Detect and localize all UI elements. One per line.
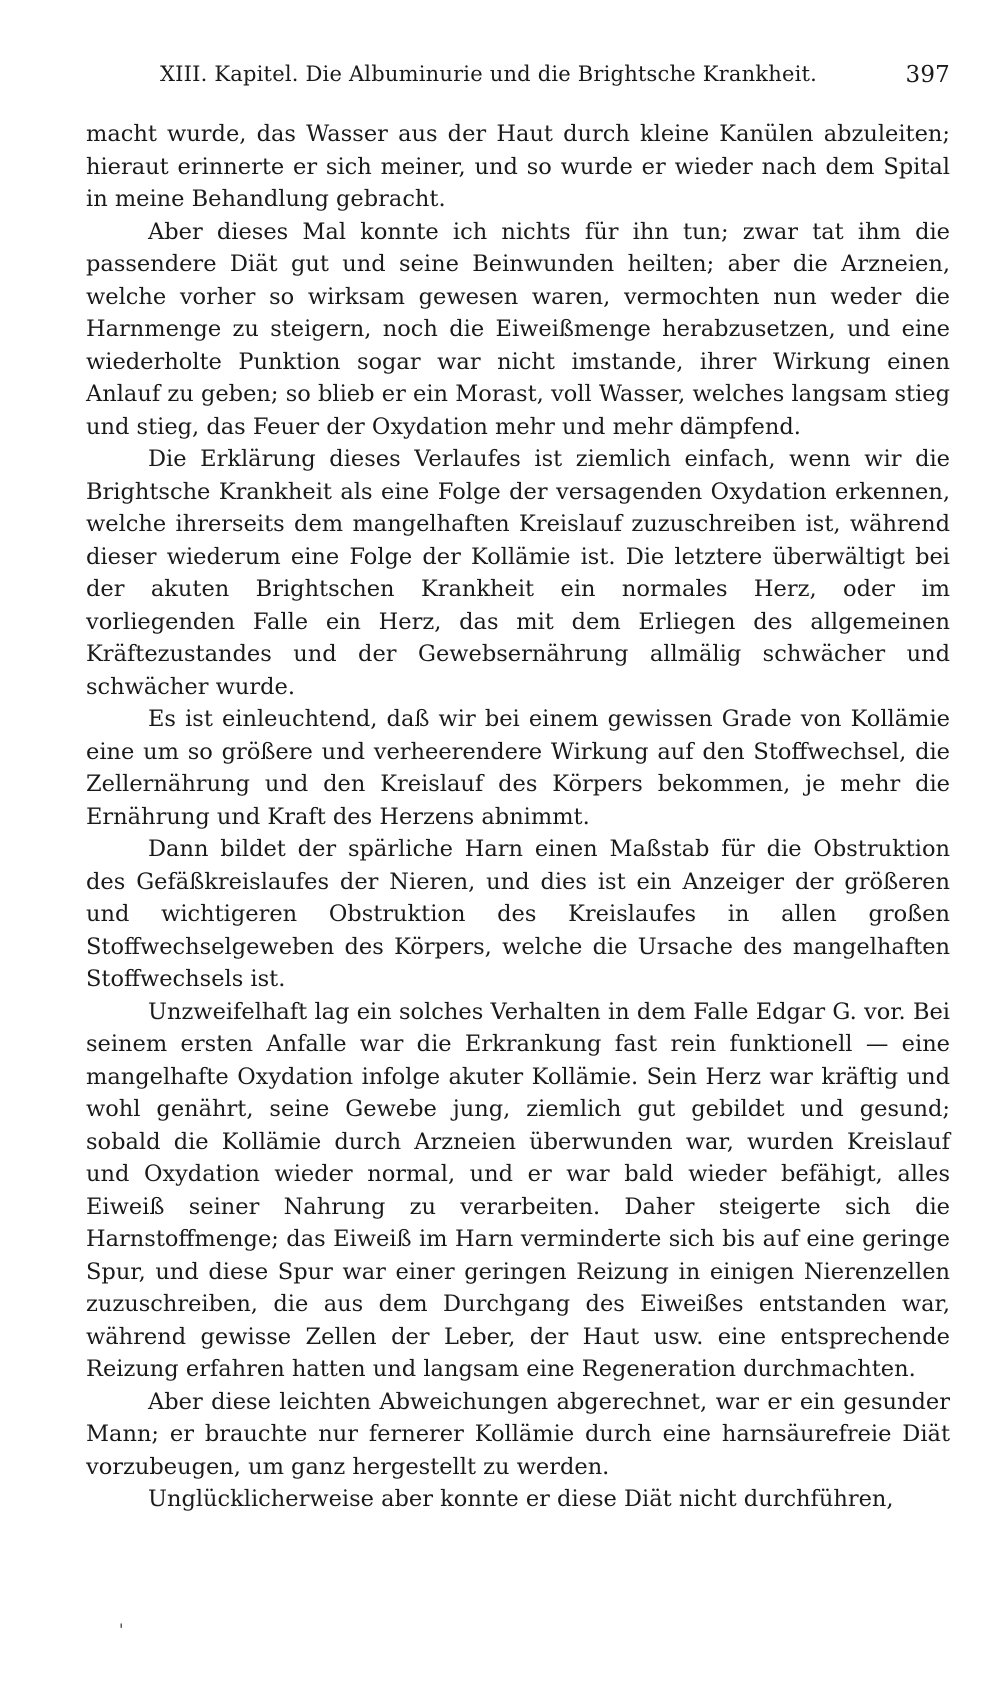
- paragraph: Aber diese leichten Abweichungen abgerechnet, war er ein gesunder Mann; er brauchte nur fernerer Kollämie durch eine harnsäurefreie Diät vorzubeugen, um ganz hergestellt zu werden.: [86, 1388, 950, 1480]
- paragraph: Unzweifelhaft lag ein solches Verhalten in dem Falle Edgar G. vor. Bei seinem ersten Anfalle war die Erkrankung fast rein funktionell — eine mangelhafte Oxydation infolge akuter Kollämie. Sein Herz war kräftig und wohl genährt, seine Gewebe jung, ziemlich gut gebildet und gesund; sobald die Kollämie durch Arzneien überwunden war, wurden Kreislauf und Oxydation wieder normal, und er war bald wieder befähigt, alles Eiweiß seiner Nahrung zu verarbeiten. Daher steigerte sich die Harnstoffmenge; das Eiweiß im Harn verminderte sich bis auf eine geringe Spur, und diese Spur war einer geringen Reizung in einigen Nierenzellen zuzuschreiben, die aus dem Durchgang des Eiweißes entstanden war, während gewisse Zellen der Leber, der Haut usw. eine entsprechende Reizung erfahren hatten und langsam eine Regeneration durchmachten.: [86, 998, 950, 1382]
- paragraph: Aber dieses Mal konnte ich nichts für ihn tun; zwar tat ihm die passendere Diät gut und seine Beinwunden heilten; aber die Arzneien, welche vorher so wirksam gewesen waren, vermochten nun weder die Harnmenge zu steigern, noch die Eiweißmenge herabzusetzen, und eine wiederholte Punktion sogar war nicht imstande, ihrer Wirkung einen Anlauf zu geben; so blieb er ein Morast, voll Wasser, welches langsam stieg und stieg, das Feuer der Oxydation mehr und mehr dämpfend.: [86, 218, 950, 440]
- paragraph: Es ist einleuchtend, daß wir bei einem gewissen Grade von Kollämie eine um so größere und verheerendere Wirkung auf den Stoffwechsel, die Zellernährung und den Kreislauf des Körpers bekommen, je mehr die Ernährung und Kraft des Herzens abnimmt.: [86, 706, 950, 830]
- paragraph: Dann bildet der spärliche Harn einen Maßstab für die Obstruktion des Gefäßkreislaufes der Nieren, und dies ist ein Anzeiger der größeren und wichtigeren Obstruktion des Kreislaufes in allen großen Stoffwechselgeweben des Körpers, welche die Ursache des mangelhaften Stoffwechsels ist.: [86, 836, 950, 992]
- paragraph: Unglücklicherweise aber konnte er diese Diät nicht durchführen,: [148, 1486, 894, 1512]
- body-text: [86, 118, 950, 1516]
- page-number: 397: [905, 62, 950, 88]
- stray-ink-mark: ': [119, 1620, 124, 1639]
- running-title: XIII. Kapitel. Die Albuminurie und die Brightsche Krankheit.: [160, 62, 818, 86]
- page-header: [160, 62, 950, 94]
- paragraph: macht wurde, das Wasser aus der Haut durch kleine Kanülen abzuleiten; hieraut erinnerte er sich meiner, und so wurde er wieder nach dem Spital in meine Behandlung gebracht.: [86, 121, 950, 212]
- paragraph: Die Erklärung dieses Verlaufes ist ziemlich einfach, wenn wir die Brightsche Krankheit als eine Folge der versagenden Oxydation erkennen, welche ihrerseits dem mangelhaften Kreislauf zuzuschreiben ist, während dieser wiederum eine Folge der Kollämie ist. Die letztere überwältigt bei der akuten Brightschen Krankheit ein normales Herz, oder im vorliegenden Falle ein Herz, das mit dem Erliegen des allgemeinen Kräftezustandes und der Gewebsernährung allmälig schwächer und schwächer wurde.: [86, 446, 950, 700]
